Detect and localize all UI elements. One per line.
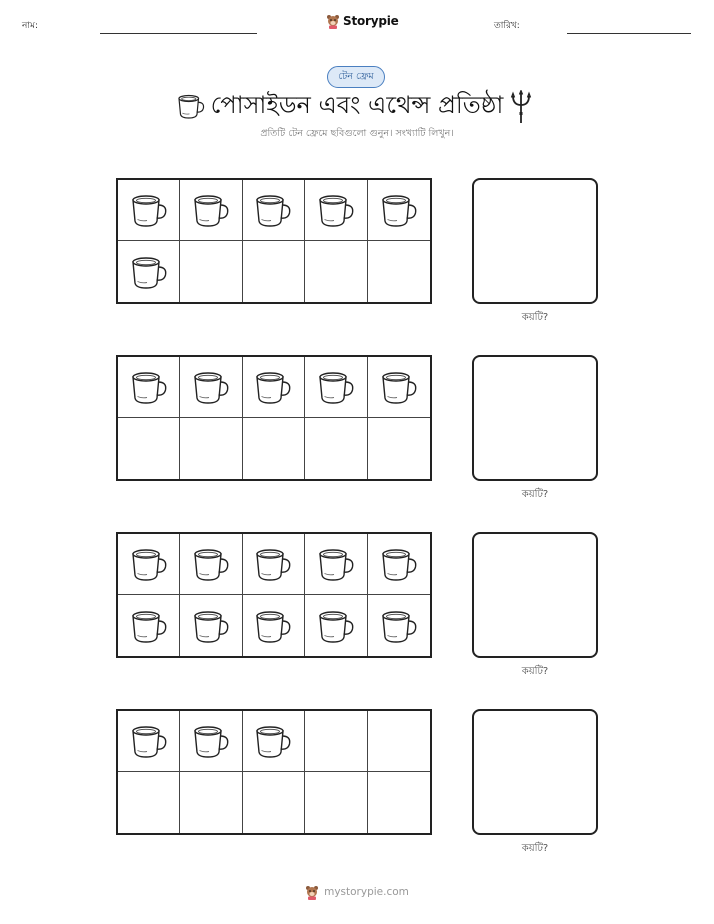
answer-label-1: কয়টি? bbox=[521, 312, 549, 323]
coffee-cup-icon bbox=[253, 192, 293, 228]
bear-mascot-icon bbox=[326, 13, 340, 29]
frame-cell bbox=[243, 357, 305, 418]
bear-mascot-icon bbox=[305, 884, 319, 900]
frame-cell bbox=[305, 534, 367, 595]
answer-box-1[interactable] bbox=[472, 178, 598, 304]
frame-cell bbox=[368, 418, 430, 479]
coffee-cup-icon bbox=[316, 192, 356, 228]
frame-cell bbox=[118, 241, 180, 302]
frame-cell bbox=[118, 357, 180, 418]
answer-box-2[interactable] bbox=[472, 355, 598, 481]
frame-cell bbox=[243, 711, 305, 772]
frame-cell bbox=[305, 711, 367, 772]
frame-cell bbox=[305, 418, 367, 479]
coffee-cup-icon bbox=[191, 192, 231, 228]
ten-frame-1 bbox=[116, 178, 432, 304]
frame-cell bbox=[243, 180, 305, 241]
frame-cell bbox=[305, 357, 367, 418]
coffee-cup-icon bbox=[379, 608, 419, 644]
frame-cell bbox=[305, 772, 367, 833]
trident-icon bbox=[510, 90, 532, 124]
frame-cell bbox=[368, 595, 430, 656]
coffee-cup-icon bbox=[379, 546, 419, 582]
frame-cell bbox=[180, 534, 242, 595]
frame-cell bbox=[118, 772, 180, 833]
frame-cell bbox=[180, 711, 242, 772]
ten-frame-2 bbox=[116, 355, 432, 481]
brand-name: Storypie bbox=[343, 14, 399, 28]
name-label: নাম: bbox=[22, 21, 39, 31]
frame-cell bbox=[180, 418, 242, 479]
coffee-cup-icon bbox=[191, 608, 231, 644]
frame-cell bbox=[243, 241, 305, 302]
coffee-cup-icon bbox=[191, 546, 231, 582]
frame-cell bbox=[118, 711, 180, 772]
answer-box-4[interactable] bbox=[472, 709, 598, 835]
coffee-cup-icon bbox=[129, 546, 169, 582]
instructions: প্রতিটি টেন ফ্রেমে ছবিগুলো গুনুন। সংখ্যাটি লিখুন। bbox=[260, 128, 454, 139]
coffee-cup-icon bbox=[316, 546, 356, 582]
coffee-cup-icon bbox=[253, 723, 293, 759]
frame-cell bbox=[368, 241, 430, 302]
coffee-cup-icon bbox=[253, 369, 293, 405]
answer-label-4: কয়টি? bbox=[521, 843, 549, 854]
name-line[interactable] bbox=[100, 33, 257, 34]
frame-cell bbox=[118, 180, 180, 241]
coffee-cup-icon bbox=[191, 723, 231, 759]
frame-cell bbox=[368, 357, 430, 418]
frame-cell bbox=[368, 772, 430, 833]
ten-frame-4 bbox=[116, 709, 432, 835]
answer-label-3: কয়টি? bbox=[521, 666, 549, 677]
coffee-cup-icon bbox=[379, 369, 419, 405]
frame-cell bbox=[180, 241, 242, 302]
coffee-cup-icon bbox=[191, 369, 231, 405]
ten-frame-badge: টেন ফ্রেম bbox=[327, 66, 385, 88]
coffee-cup-icon bbox=[253, 608, 293, 644]
coffee-cup-icon bbox=[129, 254, 169, 290]
frame-cell bbox=[243, 418, 305, 479]
frame-cell bbox=[368, 534, 430, 595]
frame-cell bbox=[305, 241, 367, 302]
frame-cell bbox=[305, 595, 367, 656]
coffee-cup-icon bbox=[129, 608, 169, 644]
date-line[interactable] bbox=[567, 33, 691, 34]
answer-label-2: কয়টি? bbox=[521, 489, 549, 500]
brand-logo bbox=[326, 13, 399, 29]
ten-frame-3 bbox=[116, 532, 432, 658]
coffee-cup-icon bbox=[253, 546, 293, 582]
footer bbox=[0, 884, 714, 900]
coffee-cup-icon bbox=[129, 369, 169, 405]
page-title: পোসাইডন এবং এথেন্স প্রতিষ্ঠা bbox=[210, 91, 504, 119]
frame-cell bbox=[243, 595, 305, 656]
frame-cell bbox=[180, 595, 242, 656]
coffee-cup-icon bbox=[316, 608, 356, 644]
frame-cell bbox=[368, 180, 430, 241]
frame-cell bbox=[305, 180, 367, 241]
footer-site[interactable]: mystorypie.com bbox=[324, 886, 409, 898]
coffee-cup-icon bbox=[129, 192, 169, 228]
coffee-cup-icon bbox=[129, 723, 169, 759]
frame-cell bbox=[118, 418, 180, 479]
frame-cell bbox=[243, 772, 305, 833]
coffee-cup-icon bbox=[379, 192, 419, 228]
frame-cell bbox=[180, 357, 242, 418]
frame-cell bbox=[368, 711, 430, 772]
coffee-cup-icon bbox=[316, 369, 356, 405]
frame-cell bbox=[118, 534, 180, 595]
frame-cell bbox=[180, 180, 242, 241]
answer-box-3[interactable] bbox=[472, 532, 598, 658]
frame-cell bbox=[180, 772, 242, 833]
frame-cell bbox=[243, 534, 305, 595]
frame-cell bbox=[118, 595, 180, 656]
date-label: তারিখ: bbox=[494, 21, 520, 31]
